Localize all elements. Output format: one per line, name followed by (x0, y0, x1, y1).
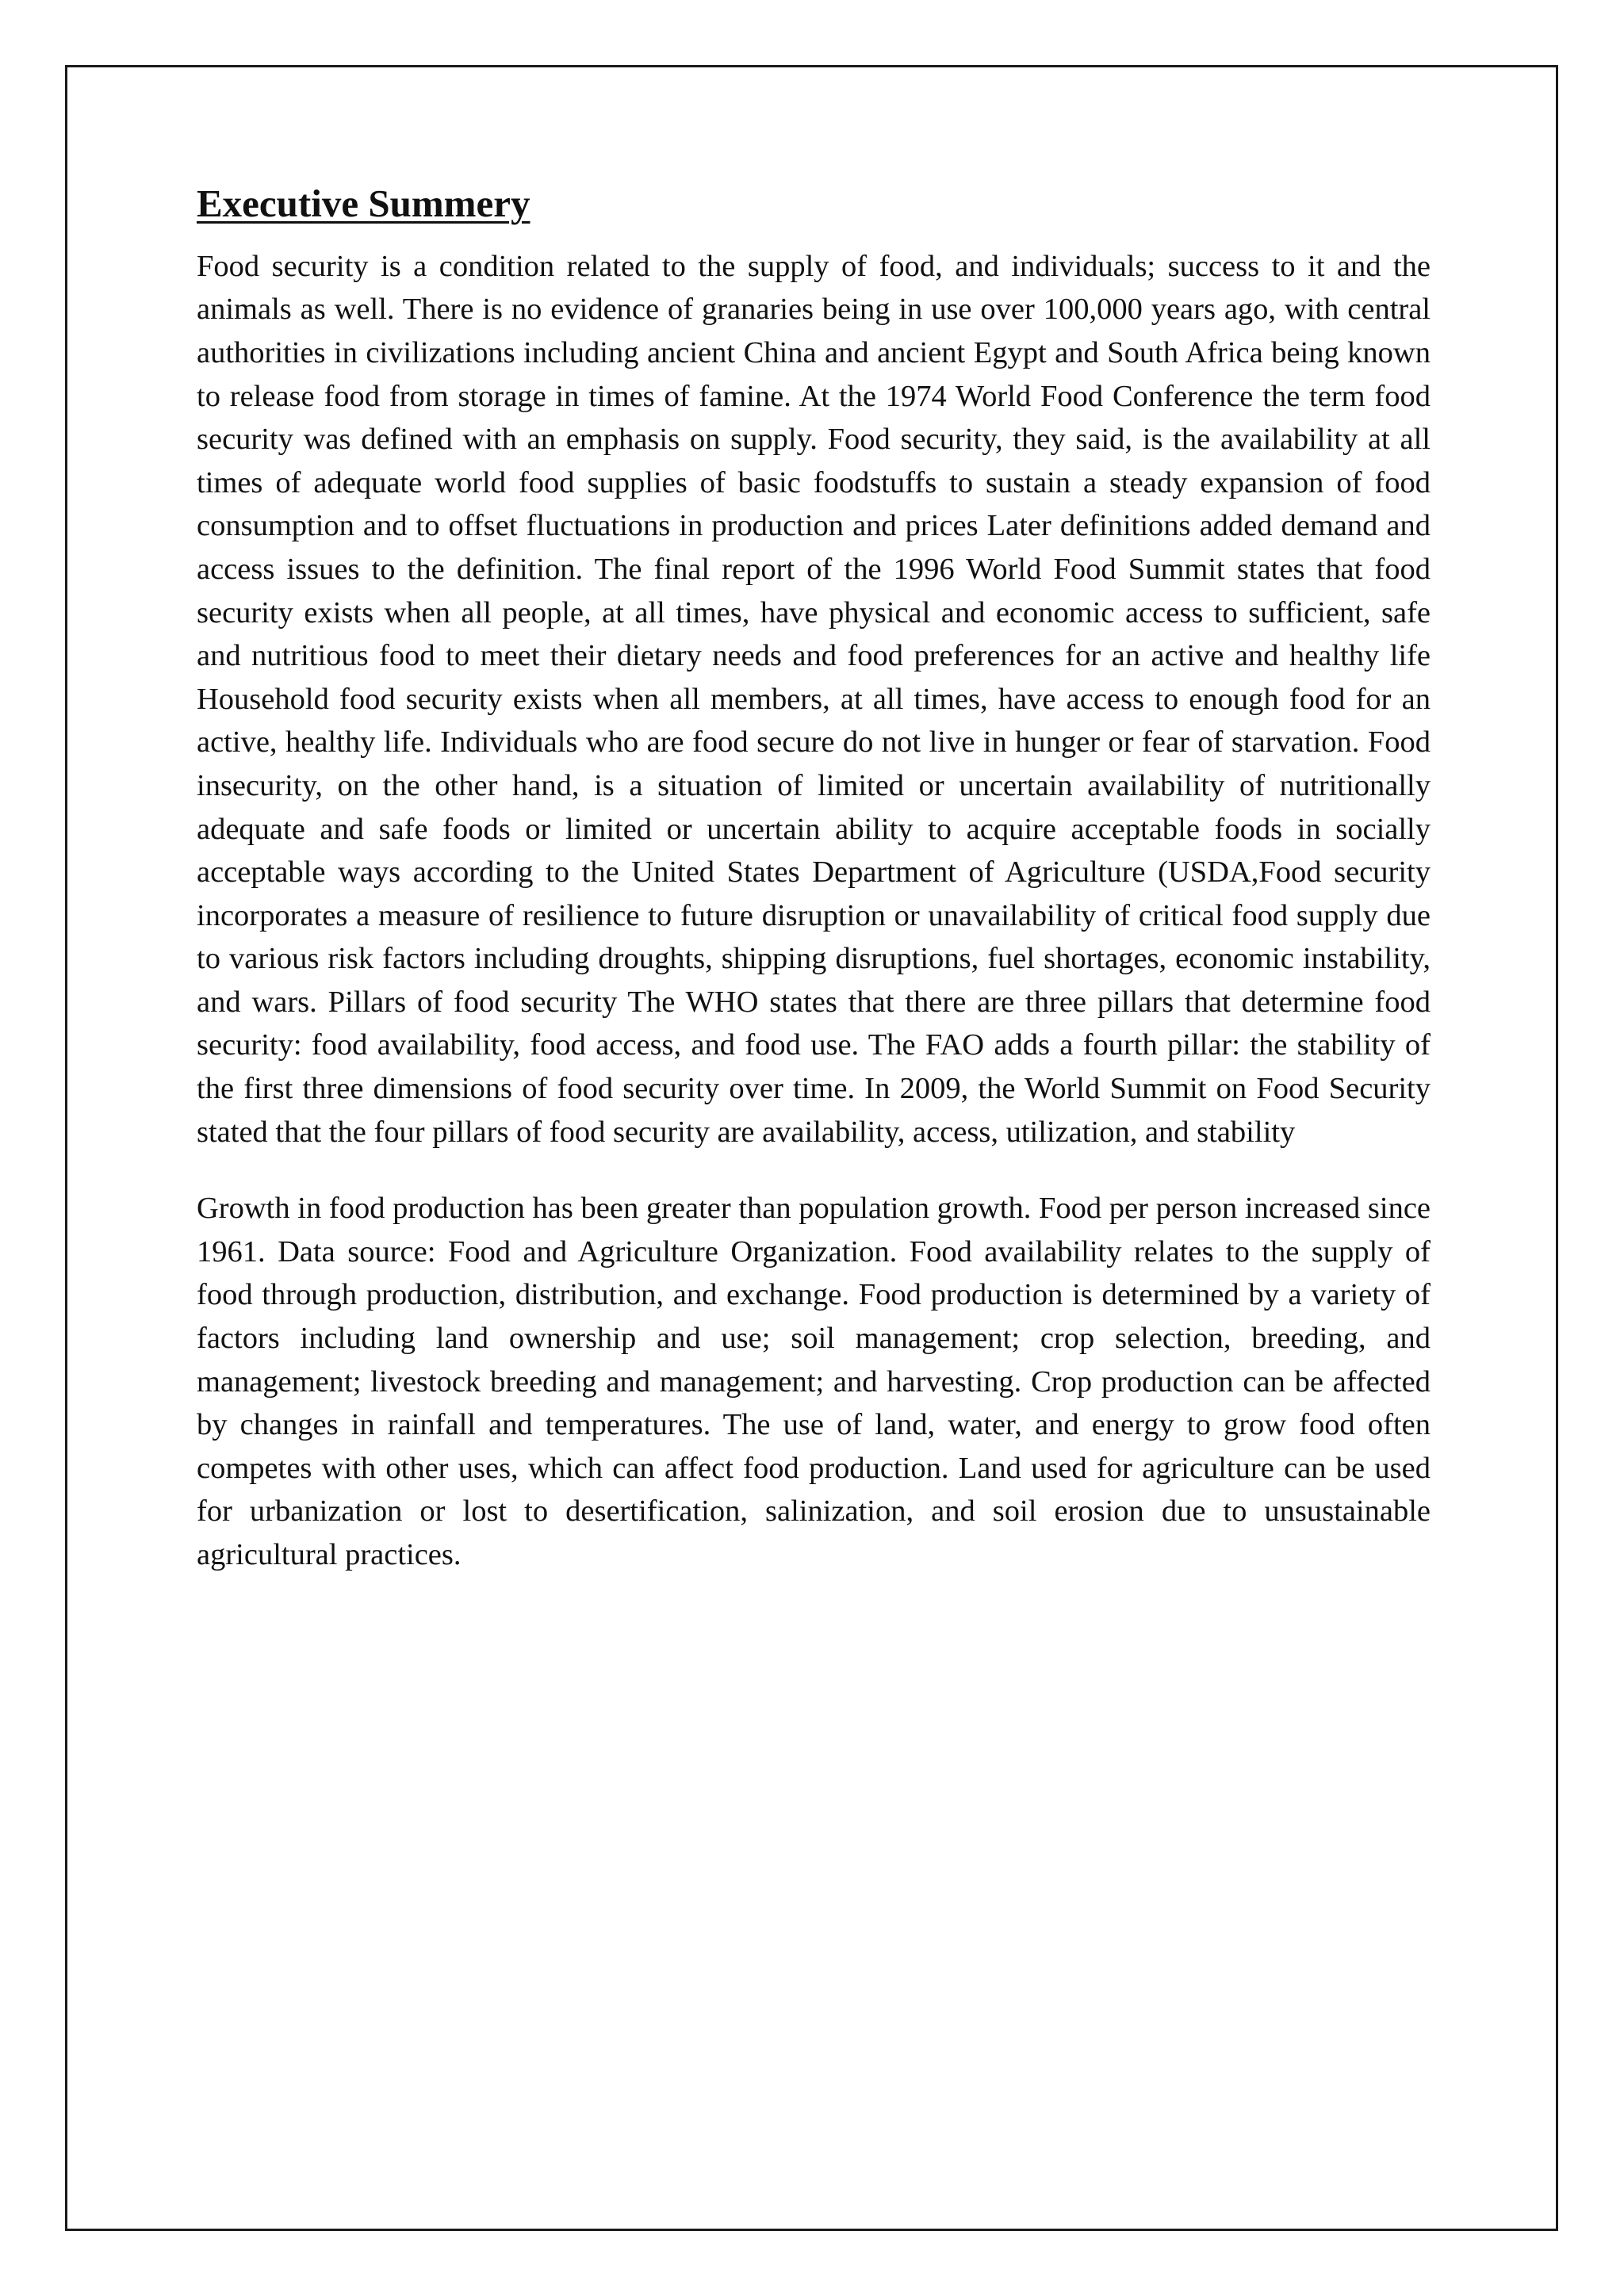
document-body (197, 181, 1431, 1577)
page-title: Executive Summery (197, 182, 530, 225)
paragraph-food-security-definition: Food security is a condition related to the supply of food, and individuals; success to it and the animals as well. There is no evidence of granaries being in use over 100,000 years ago, with central authorities in civilizations including ancient China and ancient Egypt and South Africa being known to release food from storage in times of famine. At the 1974 World Food Conference the term food security was defined with an emphasis on supply. Food security, they said, is the availability at all times of adequate world food supplies of basic foodstuffs to sustain a steady expansion of food consumption and to offset fluctuations in production and prices Later definitions added demand and access issues to the definition. The final report of the 1996 World Food Summit states that food security exists when all people, at all times, have physical and economic access to sufficient, safe and nutritious food to meet their dietary needs and food preferences for an active and healthy life Household food security exists when all members, at all times, have access to enough food for an active, healthy life. Individuals who are food secure do not live in hunger or fear of starvation. Food insecurity, on the other hand, is a situation of limited or uncertain availability of nutritionally adequate and safe foods or limited or uncertain ability to acquire acceptable foods in socially acceptable ways according to the United States Department of Agriculture (USDA,Food security incorporates a measure of resilience to future disruption or unavailability of critical food supply due to various risk factors including droughts, shipping disruptions, fuel shortages, economic instability, and wars. Pillars of food security The WHO states that there are three pillars that determine food security: food availability, food access, and food use. The FAO adds a fourth pillar: the stability of the first three dimensions of food security over time. In 2009, the World Summit on Food Security stated that the four pillars of food security are availability, access, utilization, and stability (197, 249, 1431, 1149)
paragraph-food-production: Growth in food production has been greater than population growth. Food per person increased since 1961. Data source: Food and Agriculture Organization. Food availability relates to the supply of food through production, distribution, and exchange. Food production is determined by a variety of factors including land ownership and use; soil management; crop selection, breeding, and management; livestock breeding and management; and harvesting. Crop production can be affected by changes in rainfall and temperatures. The use of land, water, and energy to grow food often competes with other uses, which can affect food production. Land used for agriculture can be used for urbanization or lost to desertification, salinization, and soil erosion due to unsustainable agricultural practices. (197, 1192, 1431, 1572)
